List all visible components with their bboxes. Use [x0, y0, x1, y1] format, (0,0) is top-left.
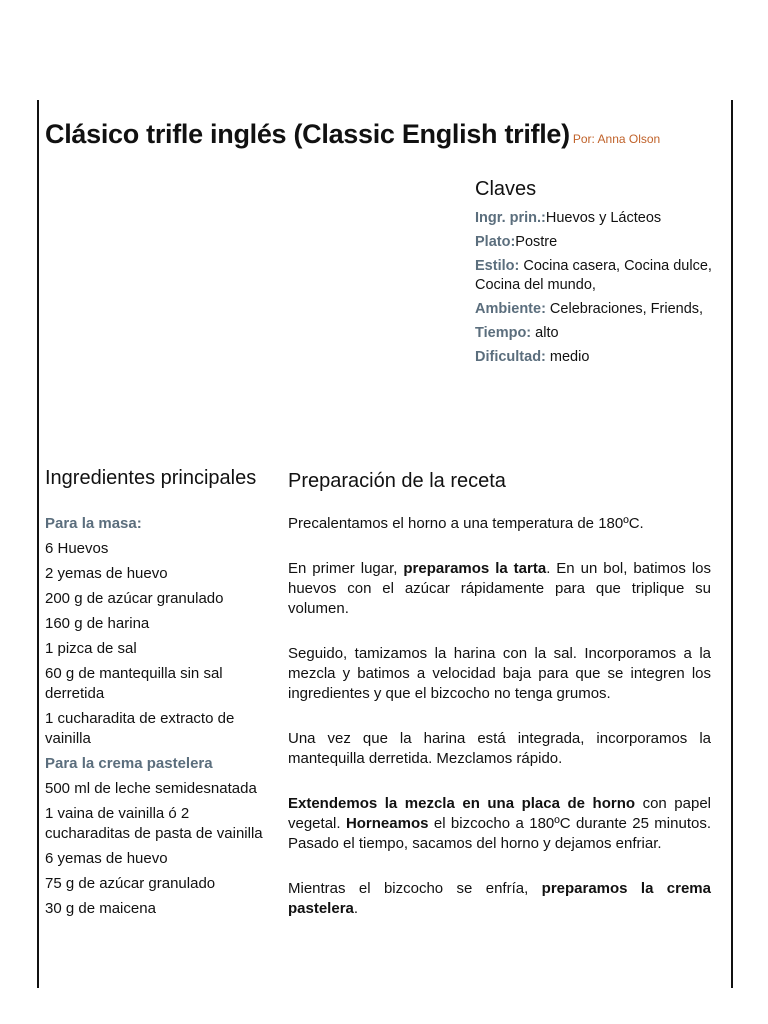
ingredient-item: 160 g de harina — [45, 615, 150, 632]
preparation-step — [288, 559, 711, 619]
recipe-author[interactable]: Por: Anna Olson — [572, 132, 661, 146]
ingredient-group-title: Para la crema pastelera — [45, 755, 213, 772]
ingredients-section — [45, 467, 270, 924]
step-bold-text: preparamos la crema pastelera — [288, 880, 711, 917]
ingredient-item: 2 yemas de huevo — [45, 565, 168, 582]
clave-row — [475, 257, 720, 295]
preparation-heading: Preparación de la receta — [288, 470, 506, 492]
clave-key: Tiempo: — [475, 325, 532, 341]
ingredient-item: 1 cucharadita de extracto de vainilla — [45, 710, 235, 747]
ingredient-item: 1 pizca de sal — [45, 640, 137, 657]
clave-value[interactable]: Huevos y Lácteos — [545, 210, 662, 226]
clave-key: Dificultad: — [475, 349, 546, 365]
ingredient-item: 30 g de maicena — [45, 900, 156, 917]
claves-heading: Claves — [475, 178, 537, 200]
left-border-line — [37, 100, 39, 988]
claves-panel — [475, 178, 720, 372]
preparation-section — [288, 470, 711, 944]
clave-row — [475, 324, 720, 343]
preparation-step — [288, 794, 711, 854]
preparation-steps — [288, 514, 711, 919]
step-text: Precalentamos el horno a una temperatura de 180ºC. — [288, 515, 644, 532]
step-text: En primer lugar, — [288, 560, 404, 577]
clave-value[interactable]: Cocina casera, Cocina dulce, Cocina del mundo, — [475, 258, 712, 293]
recipe-header — [45, 119, 725, 150]
preparation-step — [288, 879, 711, 919]
step-text: Una vez que la harina está integrada, incorporamos la mantequilla derretida. Mezclamos rápido. — [288, 730, 711, 767]
clave-row — [475, 233, 720, 252]
ingredient-item: 1 vaina de vainilla ó 2 cucharaditas de pasta de vainilla — [45, 805, 263, 842]
claves-list — [475, 209, 720, 367]
step-text: con papel vegetal. — [288, 795, 711, 832]
ingredient-item: 60 g de mantequilla sin sal derretida — [45, 665, 223, 702]
preparation-step — [288, 729, 711, 769]
ingredient-item: 6 yemas de huevo — [45, 850, 168, 867]
step-text: el bizcocho a 180ºC durante 25 minutos. Pasado el tiempo, sacamos del horno y dejamos enfriar. — [288, 815, 711, 852]
recipe-title: Clásico trifle inglés (Classic English trifle) — [45, 119, 570, 149]
ingredient-item: 75 g de azúcar granulado — [45, 875, 216, 892]
ingredient-item: 500 ml de leche semidesnatada — [45, 780, 257, 797]
step-bold-text: Extendemos la mezcla en una placa de horno — [288, 795, 636, 812]
step-text: Seguido, tamizamos la harina con la sal. Incorporamos a la mezcla y batimos a velocidad baja para que se integren los ingredientes y que el bizcocho no tenga grumos. — [288, 645, 711, 702]
clave-value[interactable]: medio — [545, 349, 590, 365]
clave-value[interactable]: Celebraciones, Friends, — [545, 301, 704, 317]
right-border-line — [731, 100, 733, 988]
clave-value[interactable]: alto — [531, 325, 559, 341]
step-bold-text: preparamos la tarta — [403, 560, 547, 577]
ingredient-item: 6 Huevos — [45, 540, 109, 557]
clave-key: Plato: — [475, 234, 516, 250]
step-text: Mientras el bizcocho se enfría, — [288, 880, 542, 897]
step-text: . En un bol, batimos los huevos con el azúcar rápidamente para que triplique su volumen. — [288, 560, 712, 617]
clave-key: Ingr. prin.: — [475, 210, 546, 226]
ingredient-item: 200 g de azúcar granulado — [45, 590, 224, 607]
clave-key: Ambiente: — [475, 301, 546, 317]
clave-row — [475, 300, 720, 319]
ingredient-group-title: Para la masa: — [45, 515, 142, 532]
preparation-step — [288, 514, 711, 534]
clave-value[interactable]: Postre — [515, 234, 558, 250]
ingredients-heading: Ingredientes principales — [45, 467, 257, 489]
clave-row — [475, 348, 720, 367]
ingredients-list — [45, 514, 270, 919]
clave-key: Estilo: — [475, 258, 520, 274]
preparation-step — [288, 644, 711, 704]
clave-row — [475, 209, 720, 228]
step-bold-text: Horneamos — [345, 815, 429, 832]
step-text: . — [353, 900, 359, 917]
